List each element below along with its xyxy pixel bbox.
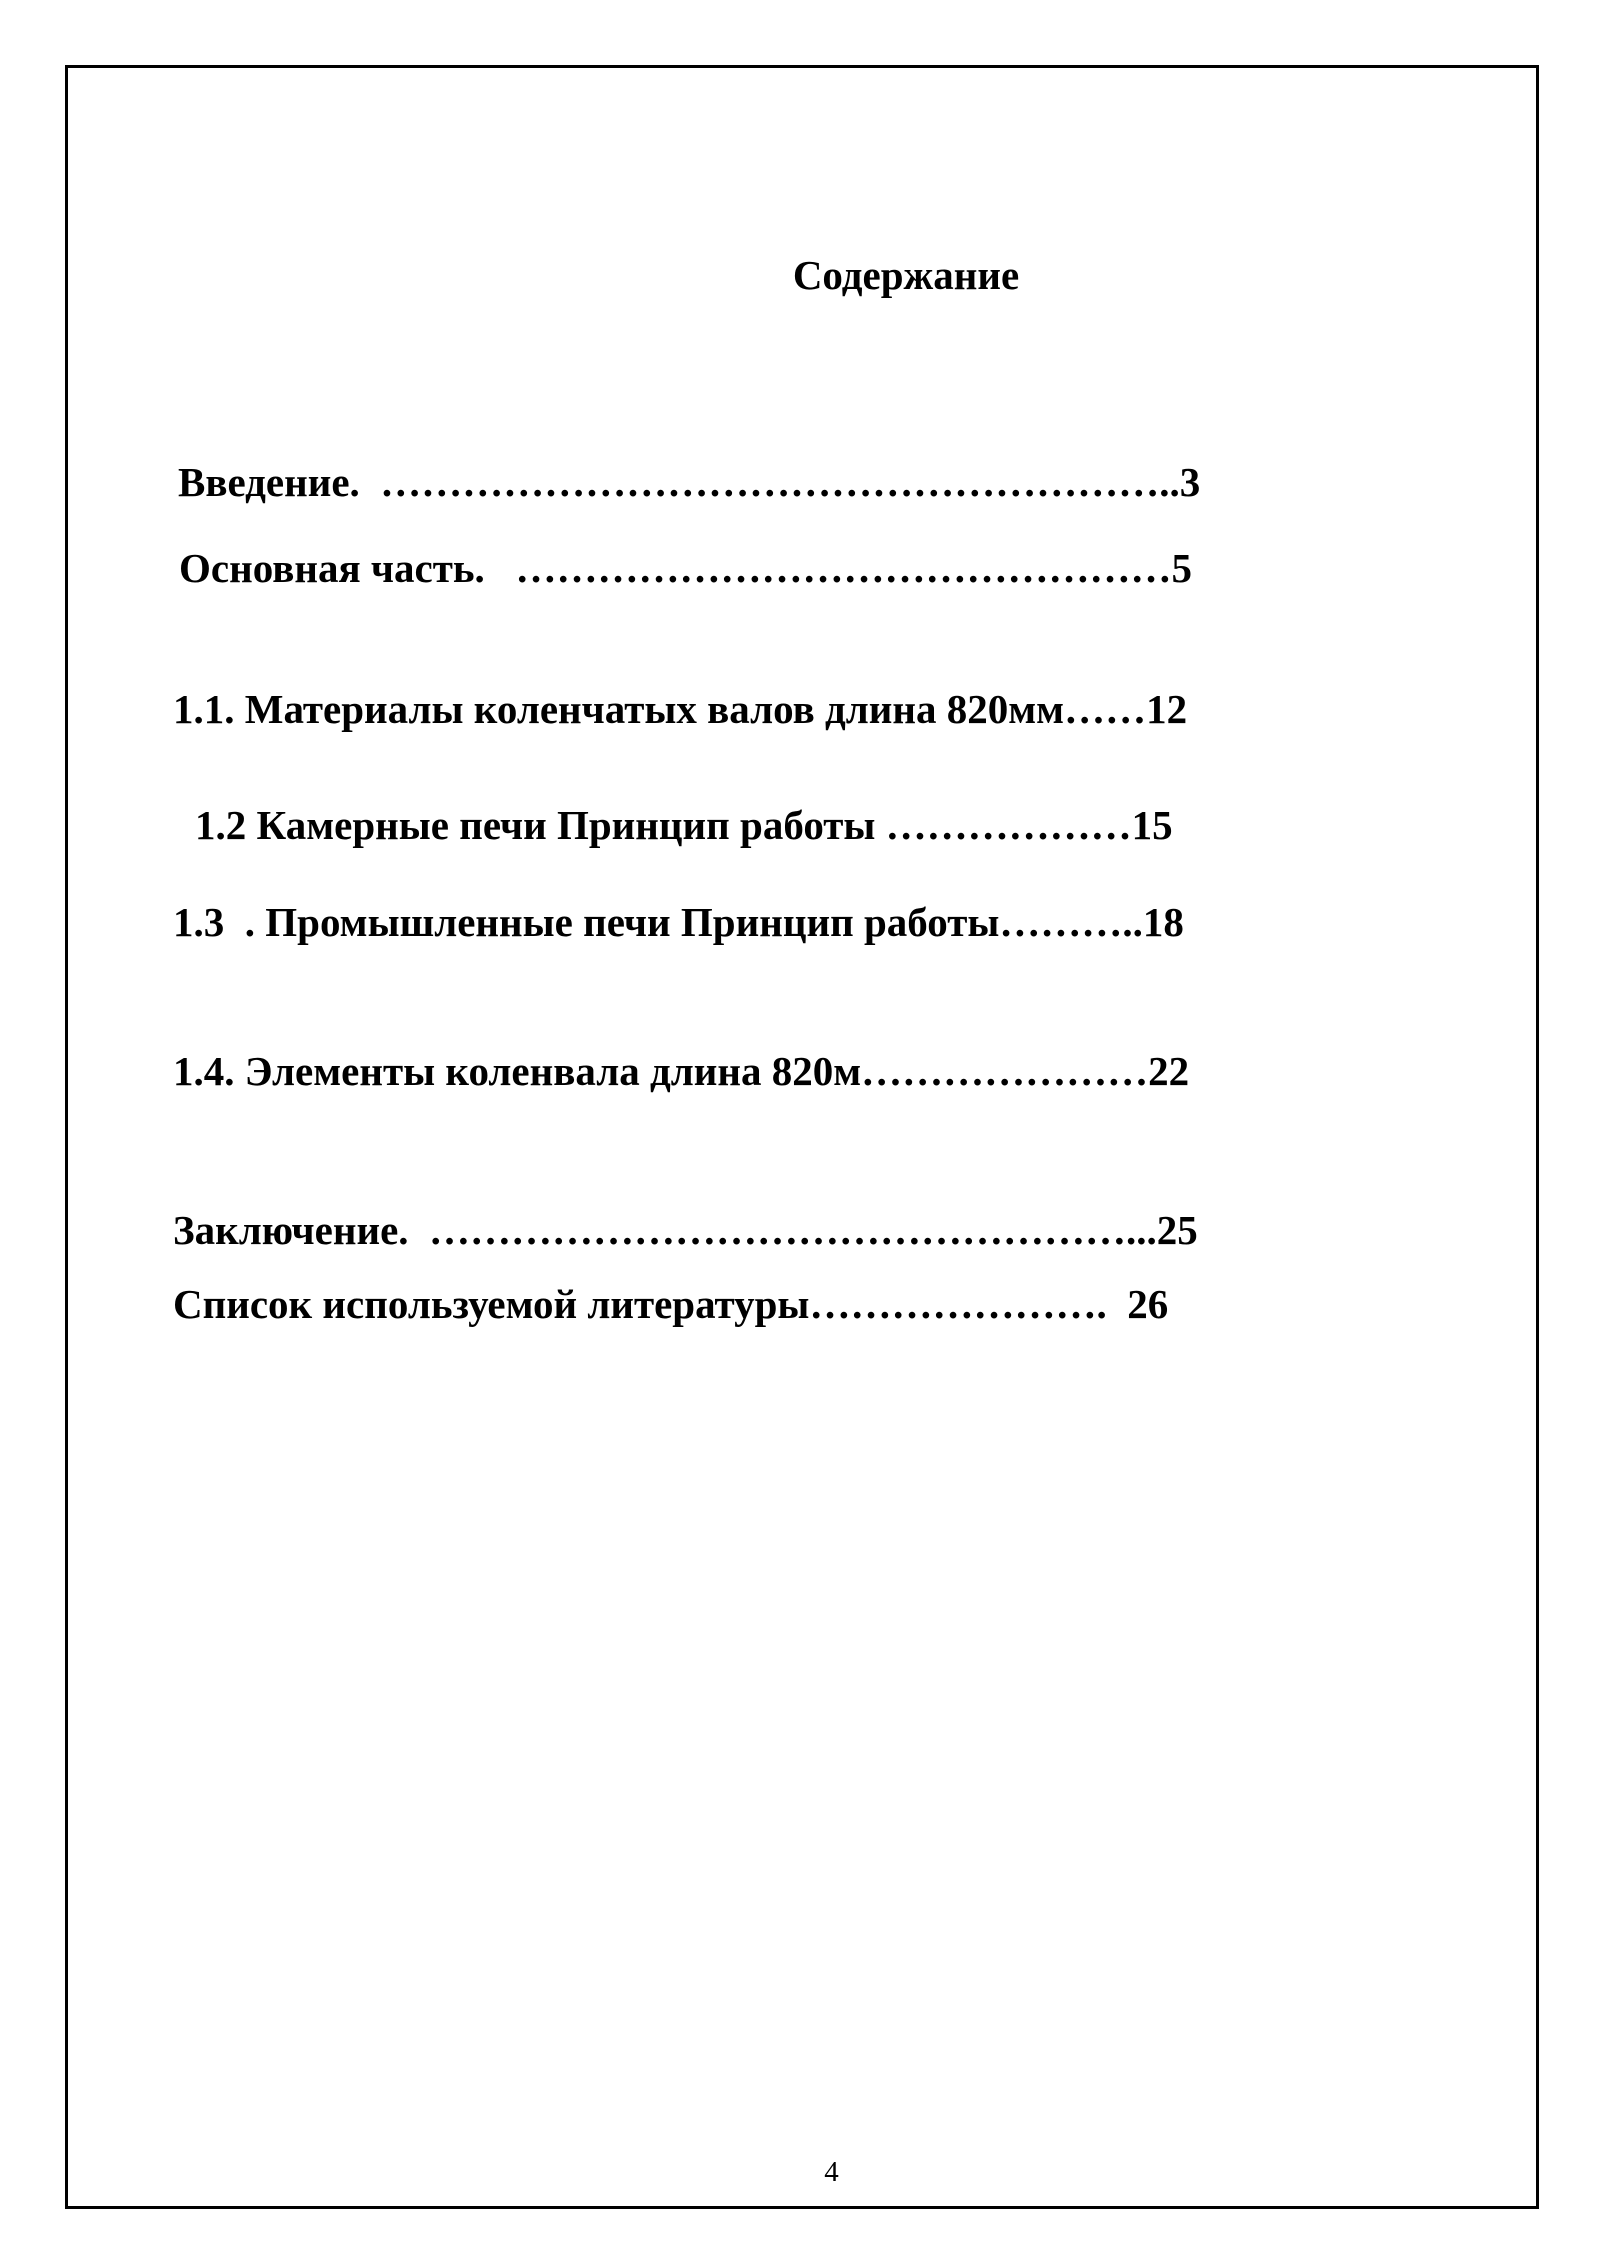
page-border: [65, 65, 1539, 2209]
page-number: 4: [824, 2156, 839, 2188]
toc-entry-1-1: 1.1. Материалы коленчатых валов длина 820мм……12: [173, 686, 1188, 732]
toc-entry-1-3: 1.3 . Промышленные печи Принцип работы………..18: [173, 899, 1184, 945]
toc-title: Содержание: [792, 252, 1020, 298]
toc-entry-introduction: Введение. …………………………………………………..3: [178, 459, 1201, 505]
toc-entry-1-2: 1.2 Камерные печи Принцип работы ………………15: [195, 802, 1173, 848]
toc-entry-main-part: Основная часть. …………………………………………5: [179, 545, 1193, 591]
toc-entry-1-4: 1.4. Элементы коленвала длина 820м…………………22: [173, 1048, 1190, 1094]
toc-entry-conclusion: Заключение. ……………………………………………...25: [173, 1207, 1198, 1253]
toc-entry-references: Список используемой литературы…………………. 26: [173, 1281, 1169, 1327]
